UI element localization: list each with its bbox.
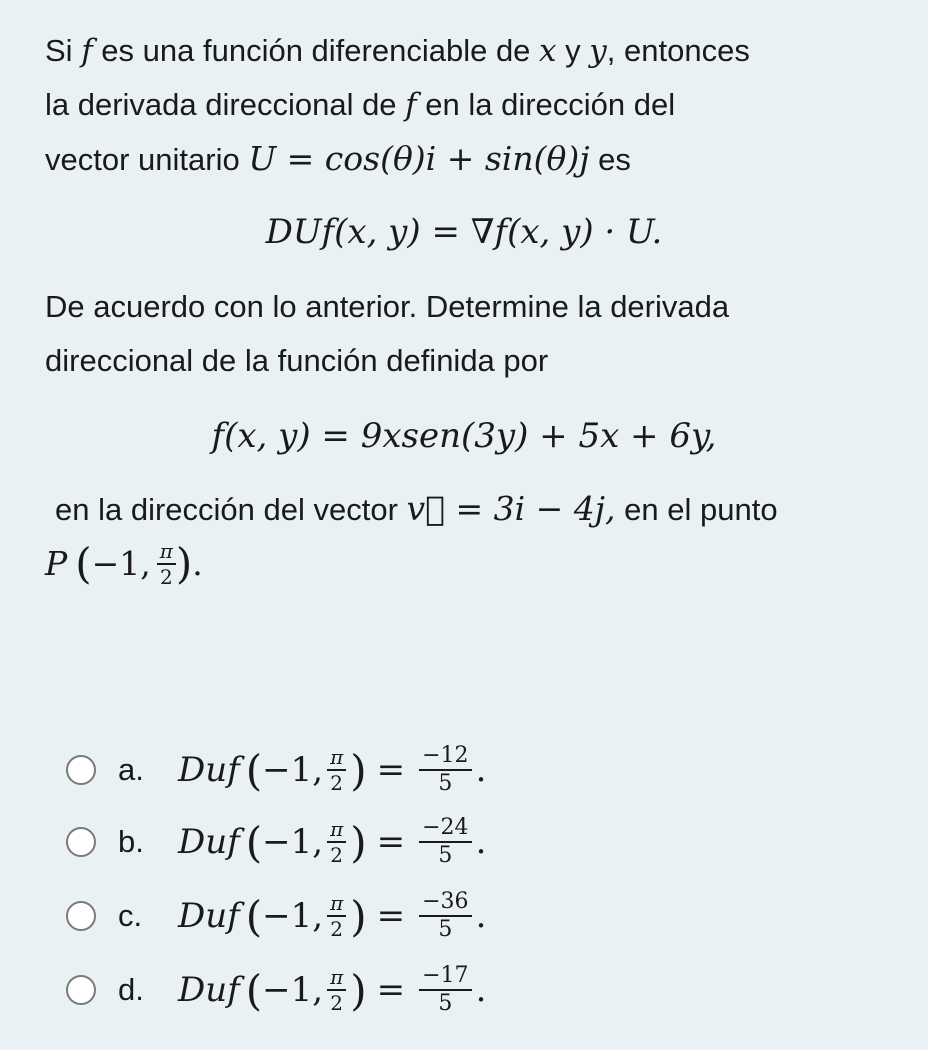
option-expression-b: Duf ( −1, $\frac{\pi}{2}$ ) = $\frac{-24}{5}$ .: [178, 815, 487, 868]
paren-close: ): [175, 539, 193, 588]
option-expression-a: Duf ( −1, $\frac{\pi}{2}$ ) = $\frac{-12}{5}$ .: [178, 743, 487, 796]
point-y-numerator: π: [157, 541, 176, 565]
option-d[interactable]: [66, 960, 486, 1020]
unit-vector-formula: U = cos(θ)i + sin(θ)j: [248, 139, 590, 178]
option-label-c: c.: [118, 898, 143, 933]
option-value-b: $\frac{-24}{5}$: [419, 817, 471, 867]
option-lhs-a: Duf: [178, 750, 240, 790]
option-label-a: a.: [118, 752, 144, 787]
option-value-c: $\frac{-36}{5}$: [419, 891, 471, 941]
radio-button-b[interactable]: [66, 827, 96, 857]
radio-button-a[interactable]: [66, 755, 96, 785]
point-expression: P ( −1, $\frac{\pi}{2}$ ) .: [45, 539, 203, 589]
line3-suffix: es: [598, 142, 631, 177]
option-label-d: d.: [118, 972, 144, 1007]
question-line-2: la derivada direccional de f en la dirección del: [45, 87, 676, 123]
option-value-a: $\frac{-12}{5}$: [419, 745, 471, 795]
direction-vector-formula: v⃗ = 3i − 4j,: [406, 489, 616, 528]
question-line-5: direccional de la función definida por: [45, 343, 549, 378]
option-c[interactable]: [66, 886, 486, 946]
option-expression-c: Duf ( −1, $\frac{\pi}{2}$ ) = $\frac{-36}{5}$ .: [178, 889, 487, 942]
option-lhs-b: Duf: [178, 822, 240, 862]
radio-button-c[interactable]: [66, 901, 96, 931]
question-line-4: De acuerdo con lo anterior. Determine la derivada: [45, 289, 730, 324]
point-y-denominator: 2: [159, 565, 173, 589]
point-y-fraction: [157, 541, 176, 587]
function-definition: f(x, y) = 9xsen(3y) + 5x + 6y,: [211, 416, 717, 456]
option-label-b: b.: [118, 824, 144, 859]
line6-prefix: en la dirección del vector: [55, 492, 398, 527]
line3-prefix: vector unitario: [45, 142, 240, 177]
option-value-d: $\frac{-17}{5}$: [419, 965, 471, 1015]
question-line-1: Si f es una función diferenciable de x y y, entonces: [45, 33, 750, 69]
directional-derivative-definition: DUf(x, y) = ∇f(x, y) · U.: [265, 212, 663, 252]
point-x: −1,: [91, 544, 151, 583]
line6-suffix: en el punto: [624, 492, 778, 527]
question-line-3: [45, 140, 631, 179]
radio-button-d[interactable]: [66, 975, 96, 1005]
question-line-6: [55, 490, 778, 529]
paren-open: (: [75, 539, 92, 588]
option-b[interactable]: [66, 812, 486, 872]
option-a[interactable]: [66, 740, 486, 800]
option-lhs-d: Duf: [178, 970, 240, 1010]
option-expression-d: Duf ( −1, $\frac{\pi}{2}$ ) = $\frac{-17}{5}$ .: [178, 963, 487, 1016]
option-lhs-c: Duf: [178, 896, 240, 936]
point-label: P: [45, 544, 68, 583]
